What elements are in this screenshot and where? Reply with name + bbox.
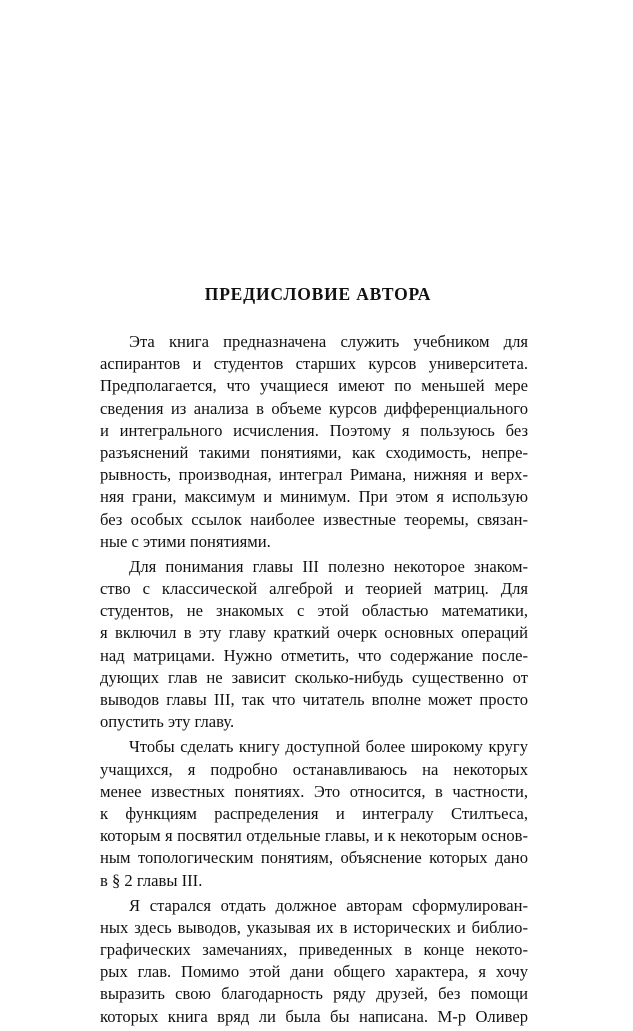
page [100,283,528,1031]
text-line: учащихся, я подробно останавливаюсь на некоторых [100,759,528,779]
text-line: без особых ссылок наиболее известные теоремы, связан- [100,509,528,529]
text-line: рых глав. Помимо этой дани общего характера, я хочу [100,962,528,982]
paragraph-2 [100,556,528,734]
text-line: Чтобы сделать книгу доступной более широкому кругу [129,737,528,757]
text-line: выводов главы III, так что читатель вполне может просто [100,690,528,709]
text-line: аспирантов и студентов старших курсов университета. [100,354,528,374]
text-line: над матрицами. Нужно отметить, что содержание после- [100,645,528,665]
text-line: я включил в эту главу краткий очерк основных операций [100,623,528,643]
paragraph-4 [100,895,528,1028]
text-line: графических замечаниях, приведенных в конце некото- [100,940,528,960]
text-line: ство с классической алгеброй и теорией матриц. Для [100,579,528,599]
text-line: Эта книга предназначена служить учебником для [129,332,528,351]
text-line: выразить свою благодарность ряду друзей, без помощи [100,984,528,1004]
text-line: Предполагается, что учащиеся имеют по меньшей мере [100,376,528,396]
text-line: опустить эту главу. [100,712,235,732]
text-line: ные с этими понятиями. [100,531,271,551]
text-line: менее известных понятиях. Это относится, в частности, [100,781,528,801]
text-line: и интегрального исчисления. Поэтому я пользуюсь без [100,420,528,440]
text-line: которым я посвятил отдельные главы, и к некоторым основ- [100,826,528,846]
text-line: разъяснений такими понятиями, как сходимость, непре- [100,442,528,462]
text-line: сведения из анализа в объеме курсов дифференциального [100,398,528,418]
text-line: к функциям распределения и интегралу Стилтьеса, [100,803,528,823]
page-title: ПРЕДИСЛОВИЕ АВТОРА [204,284,432,304]
text-line: ным топологическим понятиям, объяснение которых дано [100,848,528,868]
text-line: студентов, не знакомых с этой областью математики, [100,601,528,621]
text-line: дующих глав не зависит сколько-нибудь существенно от [100,667,528,687]
text-line: Для понимания главы III полезно некоторое знаком- [129,556,528,576]
text-line: Я старался отдать должное авторам сформулирован- [129,895,528,915]
text-line: няя грани, максимум и минимум. При этом я использую [100,487,528,507]
text-line: в § 2 главы III. [100,870,203,890]
paragraph-1 [100,331,528,553]
text-line: рывность, производная, интеграл Римана, нижняя и верх- [100,465,528,485]
text-line: ных здесь выводов, указывая их в исторических и библио- [100,917,528,937]
paragraph-3 [100,736,528,891]
text-line: которых книга вряд ли была бы написана. М-р Оливер [100,1006,528,1026]
